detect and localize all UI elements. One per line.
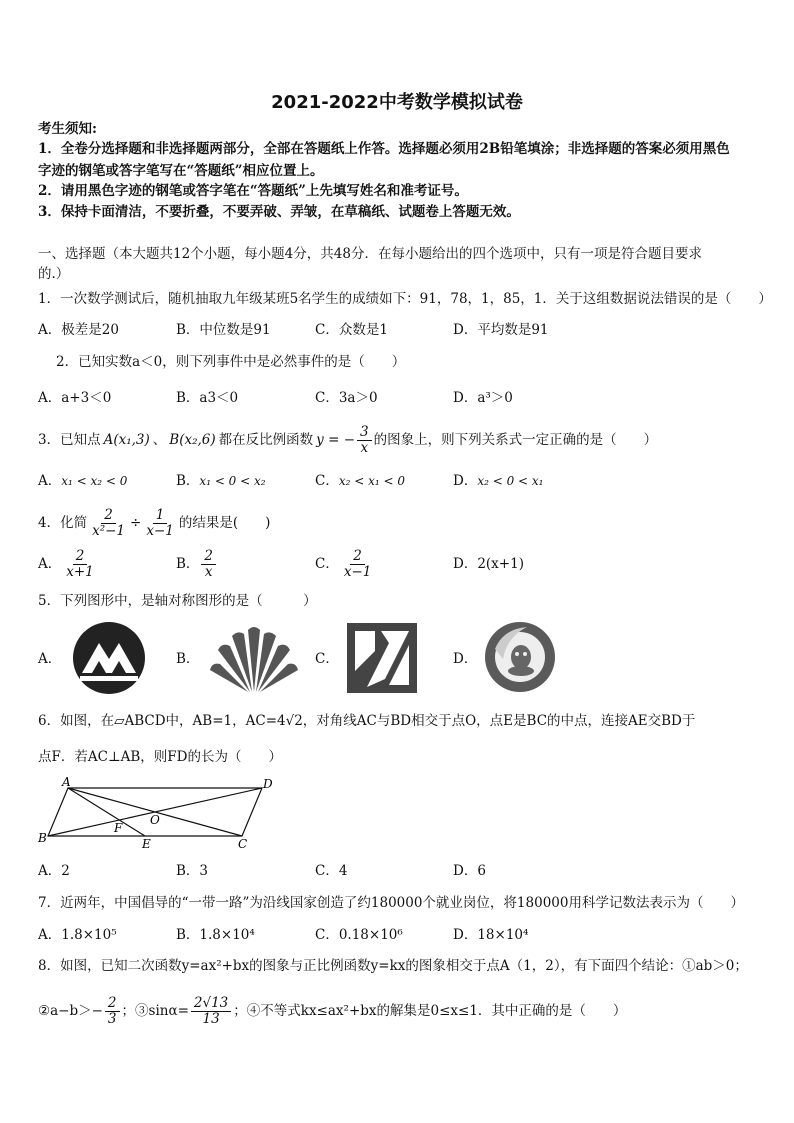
q4-fraction-2: $\frac{1}{x-1}$	[146, 506, 174, 539]
q3-option-c: C．x₂ < x₁ < 0	[315, 473, 406, 489]
q5-stem: 5．下列图形中，是轴对称图形的是（ ）	[38, 593, 317, 609]
q5-label-d: D．	[453, 651, 478, 667]
q6-option-c: C．4	[315, 863, 348, 879]
notice-line1a: 1．全卷分选择题和非选择题两部分，全部在答题纸上作答。选择题必须用2B铅笔填涂；非选择题的答案必须用黑色	[38, 141, 730, 157]
q5-label-c: C．	[315, 651, 339, 667]
notice-line1b: 字迹的钢笔或答字笔写在“答题纸”相应位置上。	[38, 163, 324, 179]
section-heading-1: 一、选择题（本大题共12个小题，每小题4分，共48分．在每小题给出的四个选项中，只有一项是符合题目要求	[38, 246, 702, 262]
q3-func: y = −	[316, 432, 356, 448]
q4-stem	[38, 505, 270, 541]
q7-option-d: D．18×10⁴	[453, 927, 529, 943]
q2-option-b: B．a3＜0	[176, 390, 239, 406]
q4-option-c: C． $\frac{2}{x-1}$	[315, 547, 372, 580]
q6-option-b: B．3	[176, 863, 209, 879]
q4-option-b: B． $\frac{2}{x}$	[176, 546, 218, 582]
q6-option-a: A．2	[38, 863, 70, 879]
label-f: F	[114, 821, 123, 835]
q3-point-a: A(x₁,3)	[103, 432, 150, 448]
q7-option-c: C．0.18×10⁶	[315, 927, 403, 943]
label-b: B	[38, 831, 47, 845]
q8-text-3: ；④不等式kx≤ax²+bx的解集是0≤x≤1．其中正确的是（ ）	[233, 1003, 627, 1019]
q3-text-3: 的图象上，则下列关系式一定正确的是（ ）	[373, 432, 658, 448]
notice-line3: 3．保持卡面清洁，不要折叠，不要弄破、弄皱，在草稿纸、试题卷上答题无效。	[38, 204, 520, 220]
q8-fraction-1: $\frac{2}{3}$	[105, 996, 120, 1027]
q1-option-c: C．众数是1	[315, 322, 388, 338]
q4-operator: ÷	[130, 515, 142, 531]
label-c: C	[238, 837, 248, 850]
q2-option-a: A．a+3＜0	[38, 390, 112, 406]
q3-option-a: A．x₁ < x₂ < 0	[38, 473, 128, 489]
page-title: 2021-2022中考数学模拟试卷	[271, 92, 523, 113]
label-a: A	[62, 776, 71, 789]
q2-option-c: C．3a＞0	[315, 390, 378, 406]
q7-option-b: B．1.8×10⁴	[176, 927, 255, 943]
q3-option-d: D．x₂ < 0 < x₁	[453, 473, 544, 489]
q6-option-d: D．6	[453, 863, 486, 879]
q5-label-a: A．	[38, 651, 62, 667]
q8-text-2: ；③sinα=	[121, 1003, 189, 1019]
square-n-logo	[345, 621, 419, 695]
q3-stem: 3．已知点 A(x₁,3) 、 B(x₂,6) 都在反比例函数 y = − $\frac{3}{x}$ 的图象上，则下列关系式一定正确的是（ ）	[38, 423, 658, 456]
q4-option-d: D．2(x+1)	[453, 556, 524, 572]
q1-option-a: A．极差是20	[38, 322, 119, 338]
q7-stem: 7．近两年，中国倡导的“一带一路”为沿线国家创造了约180000个就业岗位，将180000用科学记数法表示为（ ）	[38, 895, 744, 911]
q8-text-1: ②a−b＞−	[38, 1003, 103, 1019]
q2-option-d: D．a³＞0	[453, 390, 513, 406]
q1-option-b: B．中位数是91	[176, 322, 271, 338]
label-o: O	[150, 813, 160, 827]
label-d: D	[263, 777, 273, 791]
q4-fraction-1: $\frac{2}{\text{x²−1}}$	[92, 506, 126, 539]
q4-option-a: A． $\frac{2}{x+1}$	[38, 547, 94, 580]
q3-fraction: $\frac{3}{x}$	[357, 425, 372, 456]
q7-option-a: A．1.8×10⁵	[38, 927, 117, 943]
label-e: E	[142, 837, 151, 850]
q4-text-2: 的结果是( )	[178, 515, 271, 531]
q3-text-1: 3．已知点	[38, 432, 101, 448]
q4-text-1: 4．化简	[38, 515, 88, 531]
parallelogram-diagram	[36, 776, 276, 850]
q6-line2: 点F．若AC⊥AB，则FD的长为（ ）	[38, 749, 283, 765]
section-heading-2: 的.）	[38, 266, 70, 282]
q1-stem: 1．一次数学测试后，随机抽取九年级某班5名学生的成绩如下：91，78，1，85，1．关于这组数据说法错误的是（ ）	[38, 291, 772, 307]
q8-fraction-2: $\frac{2√13}{13}$	[191, 996, 231, 1027]
q3-text-2: 都在反比例函数	[218, 432, 314, 448]
merchants-bank-logo	[72, 621, 146, 695]
qq-style-logo	[483, 619, 557, 695]
q3-option-b: B．x₁ < 0 < x₂	[176, 473, 266, 489]
q3-point-b: B(x₂,6)	[169, 432, 216, 448]
huawei-logo	[208, 622, 300, 694]
q5-label-b: B．	[176, 651, 200, 667]
q8-line1: 8．如图，已知二次函数y=ax²+bx的图象与正比例函数y=kx的图象相交于点A（1，2），有下面四个结论：①ab＞0；	[38, 958, 748, 974]
q1-option-d: D．平均数是91	[453, 322, 549, 338]
notice-line2: 2．请用黑色字迹的钢笔或答字笔在“答题纸”上先填写姓名和准考证号。	[38, 183, 468, 199]
q8-line2	[38, 992, 626, 1030]
notice-heading: 考生须知:	[38, 121, 97, 137]
q6-line1: 6．如图，在▱ABCD中，AB=1，AC=4√2，对角线AC与BD相交于点O，点E是BC的中点，连接AE交BD于	[38, 713, 696, 729]
q2-stem: 2．已知实数a＜0，则下列事件中是必然事件的是（ ）	[56, 354, 406, 370]
